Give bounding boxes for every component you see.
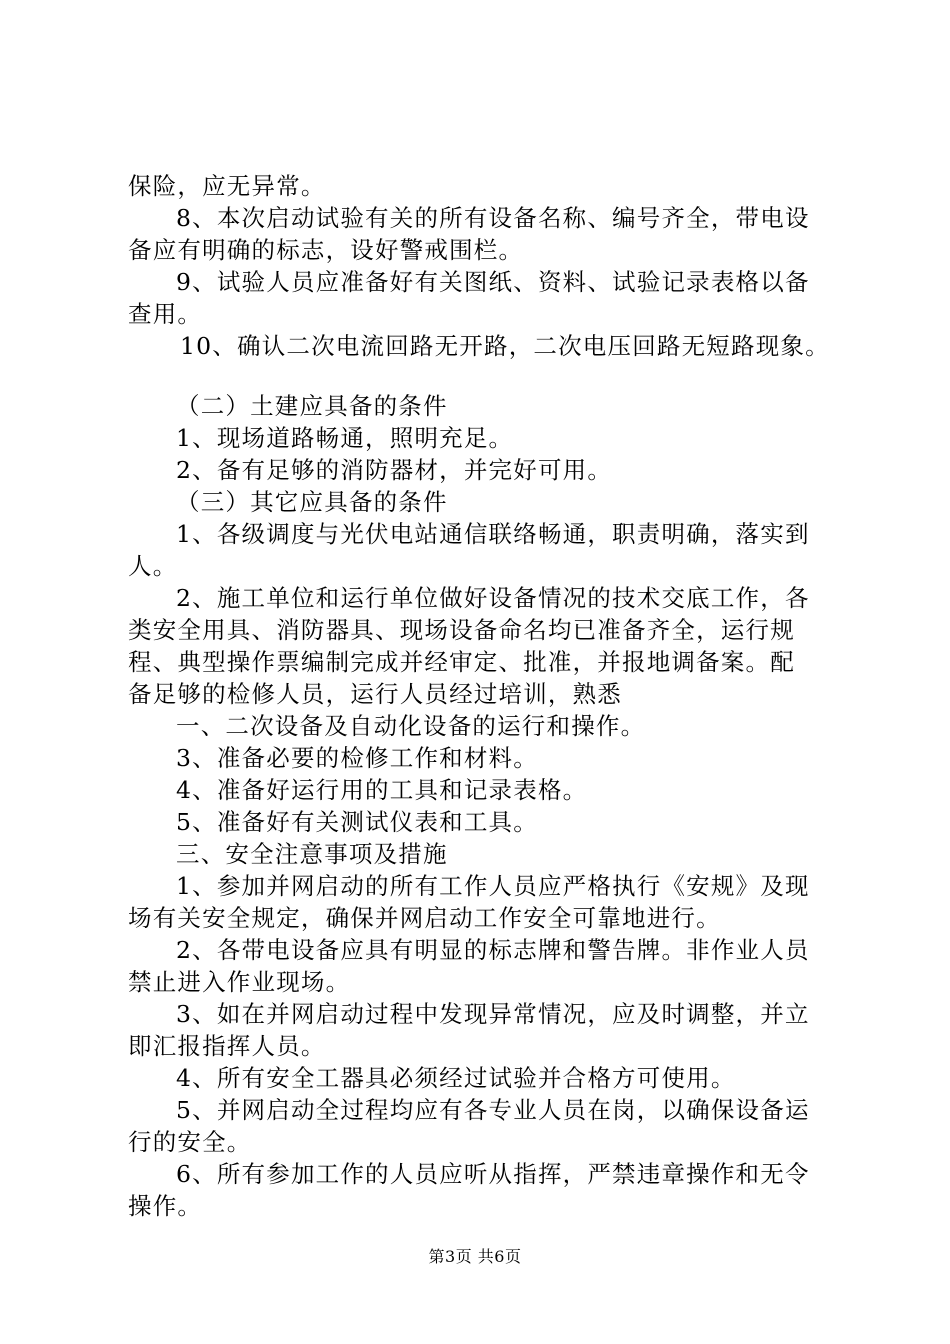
body-line: 5、准备好有关测试仪表和工具。 (176, 808, 538, 836)
section-heading: （二）土建应具备的条件 (176, 392, 448, 420)
body-line: 行的安全。 (128, 1128, 252, 1156)
body-line: 10、确认二次电流回路无开路，二次电压回路无短路现象。 (180, 332, 830, 360)
section-heading: （三）其它应具备的条件 (176, 488, 448, 516)
body-line: 1、参加并网启动的所有工作人员应严格执行《安规》及现 (176, 872, 810, 900)
body-line: 人。 (128, 552, 178, 580)
body-line: 3、准备必要的检修工作和材料。 (176, 744, 538, 772)
body-line: 即汇报指挥人员。 (128, 1032, 326, 1060)
body-line: 备足够的检修人员，运行人员经过培训，熟悉 (128, 680, 622, 708)
document-body (128, 170, 840, 1222)
body-line: 禁止进入作业现场。 (128, 968, 351, 996)
body-line: 2、备有足够的消防器材，并完好可用。 (176, 456, 613, 484)
body-line: 8、本次启动试验有关的所有设备名称、编号齐全，带电设 (176, 204, 810, 232)
body-line: 4、所有安全工器具必须经过试验并合格方可使用。 (176, 1064, 736, 1092)
page-number-footer: 第3页 共6页 (428, 1247, 522, 1266)
body-line: 场有关安全规定，确保并网启动工作安全可靠地进行。 (128, 904, 721, 932)
body-line: 1、各级调度与光伏电站通信联络畅通，职责明确，落实到 (176, 520, 810, 548)
body-line: 操作。 (128, 1192, 203, 1220)
body-line: 9、试验人员应准备好有关图纸、资料、试验记录表格以备 (176, 268, 810, 296)
body-line: 2、各带电设备应具有明显的标志牌和警告牌。非作业人员 (176, 936, 810, 964)
body-line: 4、准备好运行用的工具和记录表格。 (176, 776, 588, 804)
body-line: 2、施工单位和运行单位做好设备情况的技术交底工作，各 (176, 584, 810, 612)
body-line: 3、如在并网启动过程中发现异常情况，应及时调整，并立 (176, 1000, 810, 1028)
body-line: 一、二次设备及自动化设备的运行和操作。 (176, 712, 646, 740)
paragraph-gap (128, 362, 840, 390)
body-line: 保险，应无异常。 (128, 172, 326, 200)
body-line: 备应有明确的标志，设好警戒围栏。 (128, 236, 524, 264)
body-line: 查用。 (128, 300, 203, 328)
body-line: 6、所有参加工作的人员应听从指挥，严禁违章操作和无令 (176, 1160, 810, 1188)
body-line: 程、典型操作票编制完成并经审定、批准，并报地调备案。配 (128, 648, 795, 676)
section-heading: 三、安全注意事项及措施 (176, 840, 448, 868)
body-line: 1、现场道路畅通，照明充足。 (176, 424, 514, 452)
body-line: 类安全用具、消防器具、现场设备命名均已准备齐全，运行规 (128, 616, 795, 644)
body-line: 5、并网启动全过程均应有各专业人员在岗，以确保设备运 (176, 1096, 810, 1124)
